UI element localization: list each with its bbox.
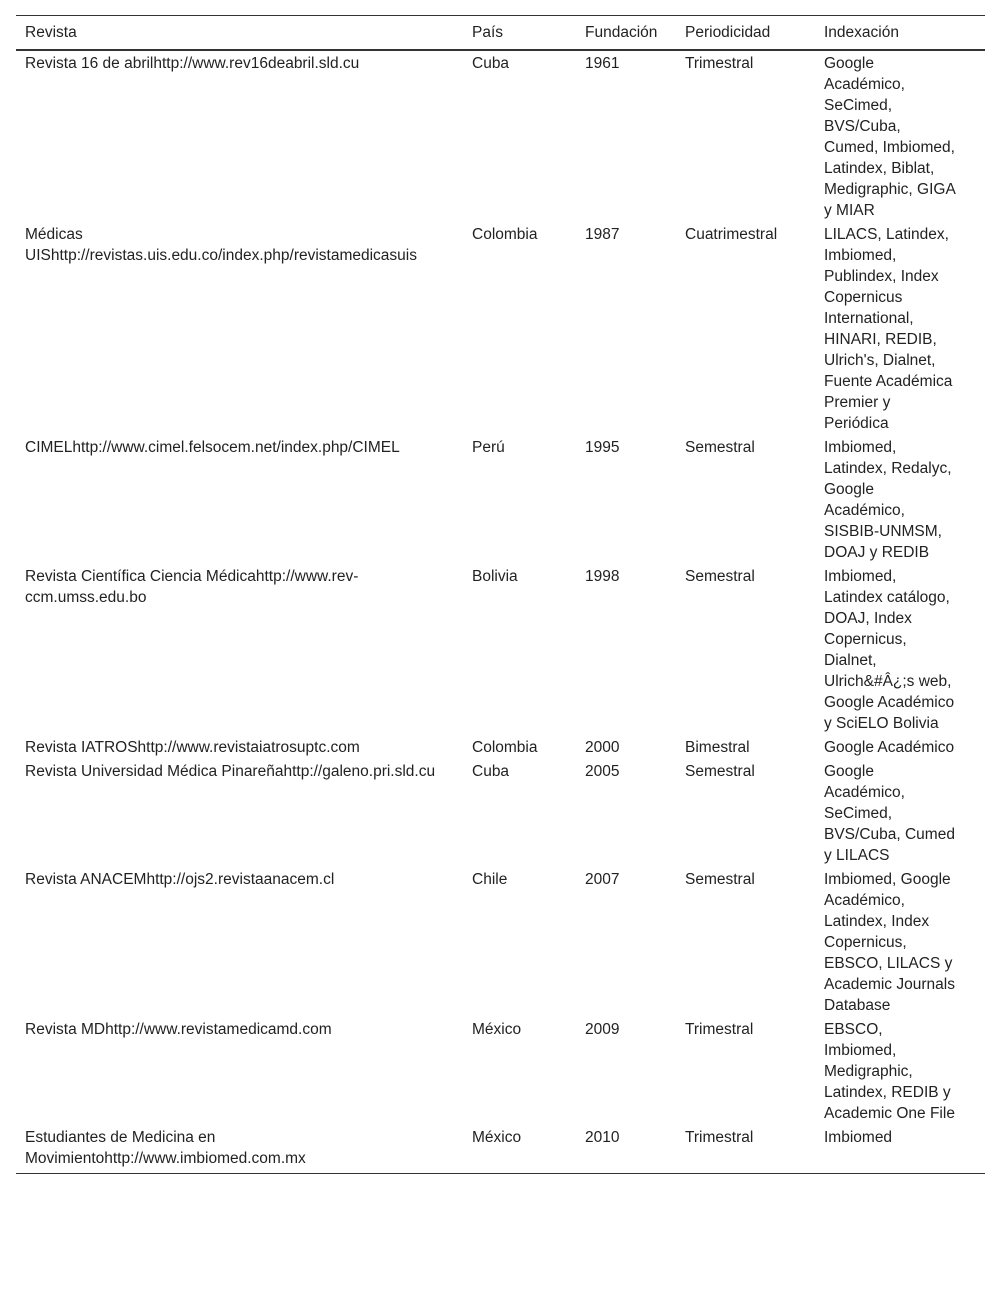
- cell-fundacion: 1995: [585, 439, 620, 456]
- table-row: [16, 564, 985, 735]
- table-row: [16, 759, 985, 867]
- cell-indexacion: Imbiomed, Latindex, Redalyc, Google Académico, SISBIB-UNMSM, DOAJ y REDIB: [824, 439, 952, 561]
- header-fundacion: Fundación: [576, 16, 676, 51]
- cell-pais: Bolivia: [472, 568, 518, 585]
- table-body: [16, 50, 985, 1174]
- table-row: [16, 435, 985, 564]
- cell-revista: Revista 16 de abrilhttp://www.rev16deabril.sld.cu: [25, 55, 360, 72]
- cell-periodicidad: Semestral: [685, 871, 755, 888]
- cell-pais: Perú: [472, 439, 505, 456]
- table-header: [16, 16, 985, 51]
- header-revista: Revista: [16, 16, 463, 51]
- header-indexacion: Indexación: [815, 16, 985, 51]
- cell-indexacion: Google Académico: [824, 739, 955, 756]
- cell-indexacion: Google Académico, SeCimed, BVS/Cuba, Cumed, Imbiomed, Latindex, Biblat, Medigraphic, GIGA y MIAR: [824, 55, 955, 219]
- cell-indexacion: Google Académico, SeCimed, BVS/Cuba, Cumed y LILACS: [824, 763, 955, 864]
- table-row: [16, 867, 985, 1017]
- cell-fundacion: 1961: [585, 55, 620, 72]
- cell-pais: Colombia: [472, 226, 538, 243]
- cell-periodicidad: Semestral: [685, 568, 755, 585]
- cell-periodicidad: Cuatrimestral: [685, 226, 778, 243]
- cell-periodicidad: Bimestral: [685, 739, 750, 756]
- cell-revista: Estudiantes de Medicina en Movimientohttp://www.imbiomed.com.mx: [16, 1125, 463, 1174]
- cell-indexacion: Imbiomed: [815, 1125, 985, 1174]
- cell-pais: Cuba: [472, 55, 510, 72]
- cell-revista: Revista Universidad Médica Pinareñahttp://galeno.pri.sld.cu: [25, 763, 436, 780]
- cell-revista: Revista Científica Ciencia Médicahttp://www.rev-ccm.umss.edu.bo: [25, 568, 359, 606]
- table-row: [16, 50, 985, 222]
- cell-indexacion: Imbiomed, Google Académico, Latindex, Index Copernicus, EBSCO, LILACS y Academic Journals Database: [824, 871, 955, 1014]
- cell-periodicidad: Trimestral: [685, 1021, 754, 1038]
- cell-periodicidad: Semestral: [685, 763, 755, 780]
- cell-indexacion: LILACS, Latindex, Imbiomed, Publindex, Index Copernicus International, HINARI, REDIB, Ulrich's, Dialnet, Fuente Académica Premier y Periódica: [824, 226, 953, 432]
- cell-revista: CIMELhttp://www.cimel.felsocem.net/index.php/CIMEL: [25, 439, 400, 456]
- cell-pais: México: [472, 1021, 522, 1038]
- cell-fundacion: 1987: [585, 226, 620, 243]
- cell-pais: Cuba: [472, 763, 510, 780]
- cell-fundacion: 1998: [585, 568, 620, 585]
- cell-indexacion: EBSCO, Imbiomed, Medigraphic, Latindex, REDIB y Academic One File: [824, 1021, 955, 1122]
- table-row: [16, 735, 985, 759]
- header-periodicidad: Periodicidad: [676, 16, 815, 51]
- cell-revista: Revista IATROShttp://www.revistaiatrosuptc.com: [25, 739, 360, 756]
- cell-fundacion: 2010: [576, 1125, 676, 1174]
- cell-fundacion: 2009: [585, 1021, 620, 1038]
- cell-revista: Revista MDhttp://www.revistamedicamd.com: [25, 1021, 332, 1038]
- table-row: [16, 222, 985, 435]
- cell-fundacion: 2000: [585, 739, 620, 756]
- cell-indexacion: Imbiomed, Latindex catálogo, DOAJ, Index Copernicus, Dialnet, Ulrich&#Â¿;s web, Google Académico y SciELO Bolivia: [824, 568, 955, 732]
- cell-pais: Chile: [472, 871, 508, 888]
- journals-table: [16, 15, 985, 1174]
- cell-fundacion: 2007: [585, 871, 620, 888]
- header-pais: País: [463, 16, 576, 51]
- cell-revista: Revista ANACEMhttp://ojs2.revistaanacem.cl: [25, 871, 335, 888]
- cell-periodicidad: Trimestral: [676, 1125, 815, 1174]
- cell-periodicidad: Semestral: [685, 439, 755, 456]
- cell-pais: México: [463, 1125, 576, 1174]
- table-row: [16, 1125, 985, 1174]
- table-row: [16, 1017, 985, 1125]
- cell-fundacion: 2005: [585, 763, 620, 780]
- header-row: [16, 16, 985, 51]
- cell-periodicidad: Trimestral: [685, 55, 754, 72]
- cell-revista: Médicas UIShttp://revistas.uis.edu.co/index.php/revistamedicasuis: [25, 226, 417, 264]
- cell-pais: Colombia: [472, 739, 538, 756]
